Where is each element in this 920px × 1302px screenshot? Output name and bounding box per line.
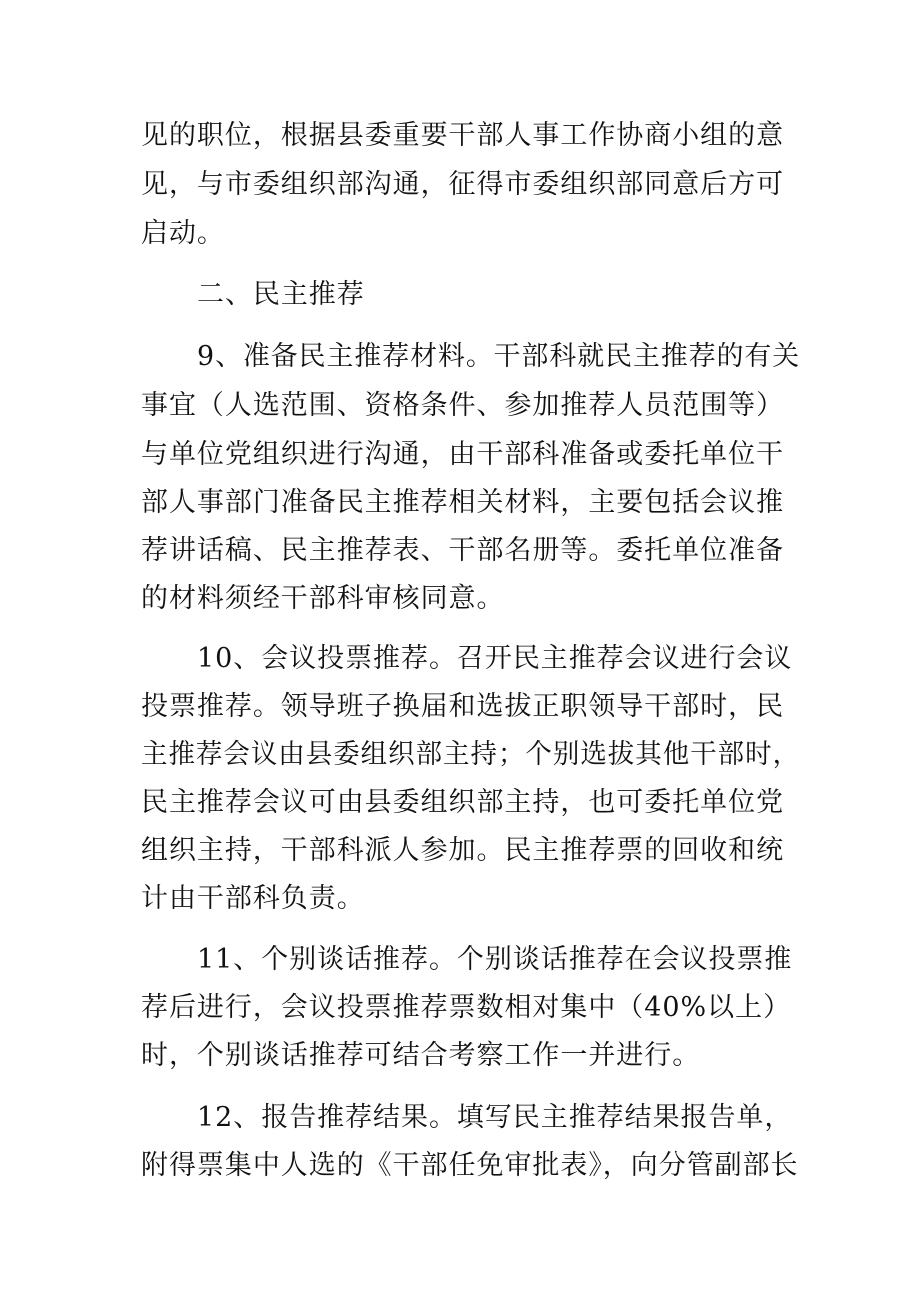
paragraph-9-line-6: 的材料须经干部科审核同意。 [141, 583, 505, 614]
paragraph-1-line-1: 见的职位，根据县委重要干部人事工作协商小组的意 [141, 120, 785, 151]
paragraph-10-line-1: 10、会议投票推荐。召开民主推荐会议进行会议 [197, 643, 793, 674]
paragraph-9-line-2: 事宜（人选范围、资格条件、参加推荐人员范围等） [141, 390, 785, 421]
paragraph-9-line-4: 部人事部门准备民主推荐相关材料，主要包括会议推 [141, 487, 785, 518]
section-heading: 二、民主推荐 [197, 279, 365, 310]
paragraph-10-line-5: 组织主持，干部科派人参加。民主推荐票的回收和统 [141, 835, 785, 866]
paragraph-12-line-2: 附得票集中人选的《干部任免审批表》，向分管副部长 [141, 1150, 799, 1181]
paragraph-11-line-1: 11、个别谈话推荐。个别谈话推荐在会议投票推 [197, 944, 793, 975]
paragraph-9-line-3: 与单位党组织进行沟通，由干部科准备或委托单位干 [141, 439, 785, 470]
paragraph-11-line-2: 荐后进行，会议投票推荐票数相对集中（40%以上） [141, 992, 792, 1023]
paragraph-1-line-2: 见，与市委组织部沟通，征得市委组织部同意后方可 [141, 169, 785, 200]
paragraph-9-line-1: 9、准备民主推荐材料。干部科就民主推荐的有关 [197, 341, 801, 372]
paragraph-10-line-3: 主推荐会议由县委组织部主持；个别选拔其他干部时， [141, 739, 801, 770]
paragraph-12-line-1: 12、报告推荐结果。填写民主推荐结果报告单， [197, 1102, 793, 1133]
paragraph-11-line-3: 时，个别谈话推荐可结合考察工作一并进行。 [141, 1040, 701, 1071]
paragraph-9-line-5: 荐讲话稿、民主推荐表、干部名册等。委托单位准备 [141, 535, 785, 566]
paragraph-10-line-6: 计由干部科负责。 [141, 883, 365, 914]
paragraph-10-line-4: 民主推荐会议可由县委组织部主持，也可委托单位党 [141, 787, 785, 818]
paragraph-1-line-3: 启动。 [141, 218, 225, 249]
paragraph-10-line-2: 投票推荐。领导班子换届和选拔正职领导干部时，民 [141, 691, 785, 722]
